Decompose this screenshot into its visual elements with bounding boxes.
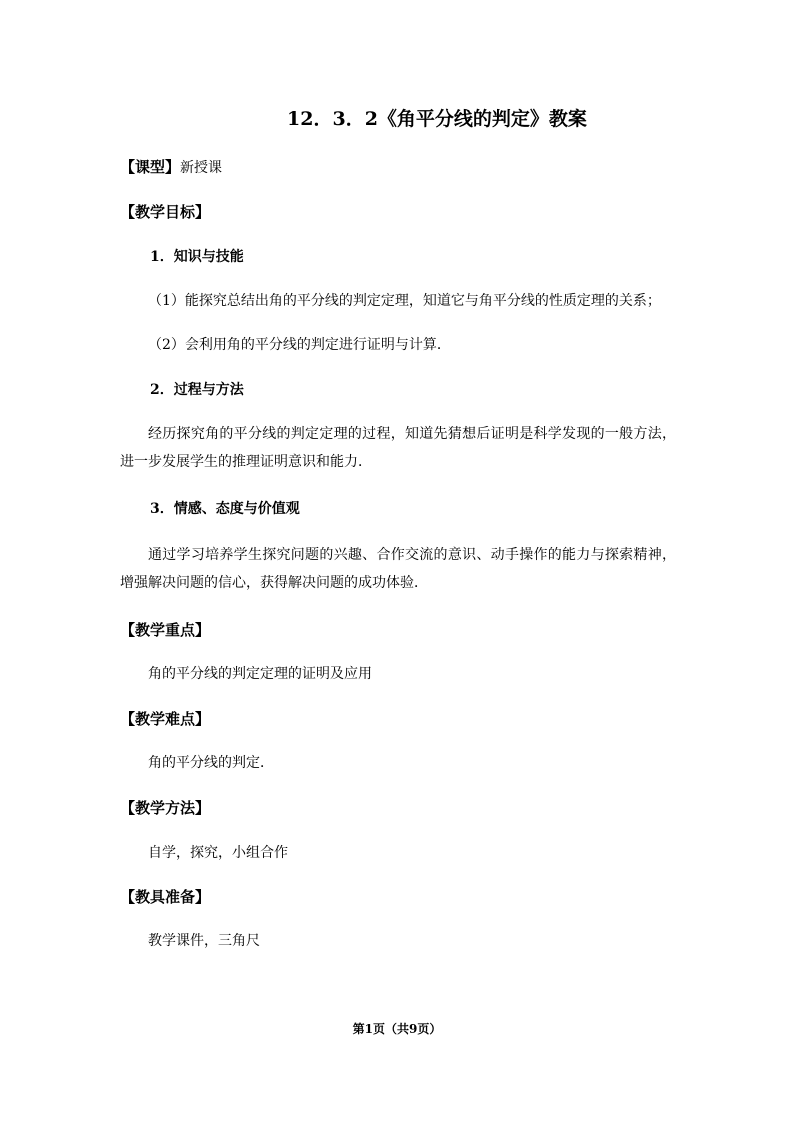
knowledge-skills-heading: 1．知识与技能 bbox=[150, 249, 244, 265]
lesson-type-value: 新授课 bbox=[180, 160, 223, 176]
methods-heading: 【教学方法】 bbox=[120, 799, 211, 817]
lesson-type-row bbox=[120, 156, 222, 179]
methods-text: 自学，探究，小组合作 bbox=[148, 845, 288, 861]
knowledge-item-2: （2）会利用角的平分线的判定进行证明与计算． bbox=[148, 337, 451, 353]
key-points-heading: 【教学重点】 bbox=[120, 621, 211, 639]
emotion-values-paragraph: 通过学习培养学生探究问题的兴趣、合作交流的意识、动手操作的能力与探索精神，增强解决问题的信心，获得解决问题的成功体验． bbox=[120, 547, 676, 591]
materials-text: 教学课件，三角尺 bbox=[148, 933, 260, 949]
knowledge-item-1: （1）能探究总结出角的平分线的判定定理，知道它与角平分线的性质定理的关系； bbox=[148, 293, 661, 309]
process-methods-heading: 2．过程与方法 bbox=[150, 382, 244, 398]
materials-heading: 【教具准备】 bbox=[120, 888, 211, 906]
difficult-points-text: 角的平分线的判定． bbox=[148, 755, 274, 771]
difficult-points-heading: 【教学难点】 bbox=[120, 710, 211, 728]
key-points-text: 角的平分线的判定定理的证明及应用 bbox=[148, 666, 372, 682]
emotion-values-heading: 3．情感、态度与价值观 bbox=[150, 501, 300, 517]
document-title: 12．3．2《角平分线的判定》教案 bbox=[287, 108, 587, 130]
page-footer: 第1页（共9页） bbox=[352, 1022, 442, 1036]
process-methods-paragraph: 经历探究角的平分线的判定定理的过程，知道先猜想后证明是科学发现的一般方法，进一步发展学生的推理证明意识和能力． bbox=[120, 426, 676, 470]
objectives-heading: 【教学目标】 bbox=[120, 203, 211, 221]
lesson-type-label: 【课型】 bbox=[120, 158, 181, 176]
